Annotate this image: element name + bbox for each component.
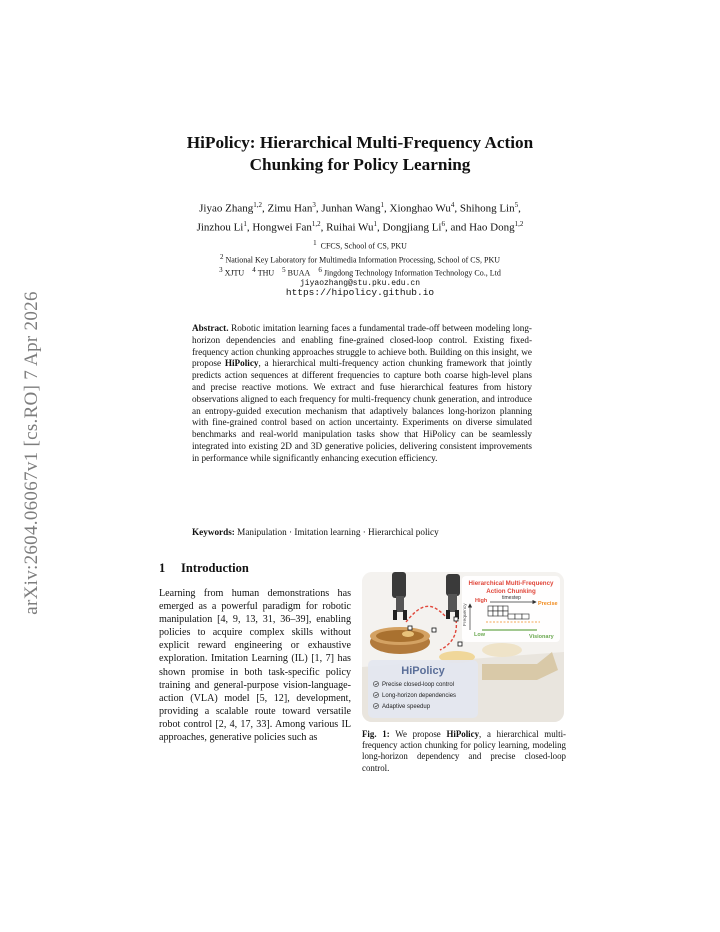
feature-2: Long-horizon dependencies [382,693,457,699]
author-affiliation-mark: 1 [380,201,384,209]
label-precise: Precise [538,601,558,607]
author-affiliation-mark: 1,2 [311,219,321,228]
author-name: Hao Dong [469,221,515,234]
basket-image [370,627,430,654]
plate-image [482,643,522,657]
caption-method: HiPolicy [446,729,480,739]
label-timestep: timestep [502,595,521,601]
author-line-2: Jinzhou Li$^1$, Hongwei Fan$^{1,2}$, Ruihai Wu$^1$, Dongjiang Li$^6$, and Hao Dong$^{1,2}$ [196,219,524,234]
author-name: Dongjiang Li [382,221,442,234]
abstract-text-2: , a hierarchical multi-frequency action chunking framework that jointly predicts action sequences at different frequencies to capture both coarse high-level plans and precise reactive motions. We extract and fuse hierarchical features from history observations aligned to each frequency for multi-frequency chunk generation, and introduce an entropy-guided execution mechanism that adaptively balances long-horizon planning with fine-grained control based on action uncertainty. Experiments on diverse simulated benchmarks and real-world manipulation tasks show that HiPolicy can be seamlessly integrated into existing 2D and 3D generative policies, delivering consistent improvements in performance while significantly enhancing execution efficiency. [192,358,532,463]
label-visionary: Visionary [529,634,554,640]
figure-illustration [362,572,564,722]
author-name: Xionghao Wu [389,202,451,215]
author-line-1: Jiyao Zhang$^{1,2}$, Zimu Han$^3$, Junhan Wang$^1$, Xionghao Wu$^4$, Shihong Lin$^5$, [199,201,521,215]
feature-row-3 [373,703,430,710]
figure-caption: Fig. 1: We propose HiPolicy, a hierarchical multi-frequency action chunking for policy learning, modeling long-horizon dependency and precise closed-loop control. [362,729,567,773]
author-name: Hongwei Fan [252,221,312,234]
panel-title-1: Hierarchical Multi-Frequency [468,580,554,587]
hipolicy-box-title: HiPolicy [401,665,445,677]
author-affiliation-mark: 3 [312,201,316,209]
intro-paragraph: Learning from human demonstrations has emerged as a powerful paradigm for robotic manipulation [4, 9, 13, 31, 36–39], enabling policies to acquire complex skills without explicit reward engineering or exhaustive exploration. Imitation Learning (IL) [1, 7] has shown promise in both task-specific policy training and general-purpose vision-language-action (VLA) model [5, 12], development, providing a scalable route toward versatile robot control [2, 4, 17, 33]. Among various IL approaches, generative policies such as [159,588,351,744]
section-heading [159,561,249,576]
section-title: Introduction [181,561,249,575]
caption-label: Fig. 1: [362,729,390,739]
author-name: Ruihai Wu [326,221,374,234]
abstract-label: Abstract. [192,323,229,333]
abstract-text-1: Robotic imitation learning faces a fundamental trade-off between modeling long-horizon dependencies and enabling fine-grained closed-loop control. Existing fixed-frequency action chunking approaches struggle to achieve both. Building on this insight, we propose [192,323,532,369]
waypoint-marker-2 [432,628,436,632]
title-line-2: Chunking for Policy Learning [249,155,471,174]
author-list [130,198,590,235]
feature-1: Precise closed-loop control [382,682,455,688]
keywords-label: Keywords: [192,527,235,537]
waypoint-marker-4 [458,642,462,646]
author-affiliation-mark: 1 [243,219,247,228]
abstract [192,323,532,465]
figure-1 [362,572,564,722]
author-name: Junhan Wang [321,202,381,215]
feature-row-2 [373,692,456,699]
waypoint-marker-1 [408,626,412,630]
label-frequency: Frequency [463,603,468,626]
author-name: Shihong Lin [459,202,515,215]
hipolicy-box [368,660,478,718]
email[interactable]: jiyaozhang@stu.pku.edu.cn [299,278,421,288]
abstract-method: HiPolicy [224,358,259,369]
author-name: Jinzhou Li [196,221,244,234]
affiliation-3-6: $^3$ XJTU $^4$ THU $^5$ BUAA $^6$ Jingdong Technology Information Technology Co., Ltd [219,266,501,278]
feature-3: Adaptive speedup [382,704,431,710]
author-name: Jiyao Zhang [199,202,254,215]
arxiv-stamp: arXiv:2604.06067v1 [cs.RO] 7 Apr 2026 [21,291,42,615]
keywords [192,527,532,537]
paper-title [120,132,600,176]
author-name: Zimu Han [267,202,313,215]
title-line-1: HiPolicy: Hierarchical Multi-Frequency Action [186,133,534,152]
affiliation-1: $^1$ CFCS, School of CS, PKU [313,239,407,251]
author-affiliation-mark: 1 [373,219,377,228]
label-high: High [475,598,488,604]
author-affiliation-mark: 6 [441,219,445,228]
feature-row-1 [373,681,454,688]
panel-title-2: Action Chunking [486,588,536,595]
label-low: Low [474,632,485,638]
author-affiliation-mark: 4 [450,201,455,209]
affiliation-2: $^2$ National Key Laboratory for Multimedia Information Processing, School of CS, PKU [219,252,501,265]
project-url[interactable]: https://hipolicy.github.io [285,287,435,298]
author-affiliation-mark: 1,2 [514,219,524,228]
hmf-panel [462,576,560,642]
author-affiliation-mark: 1,2 [253,201,262,209]
author-affiliation-mark: 5 [514,201,519,209]
keywords-text: Manipulation · Imitation learning · Hierarchical policy [237,527,439,537]
section-number: 1 [159,561,166,575]
waypoint-marker-3 [454,617,458,621]
affiliations [130,238,590,289]
